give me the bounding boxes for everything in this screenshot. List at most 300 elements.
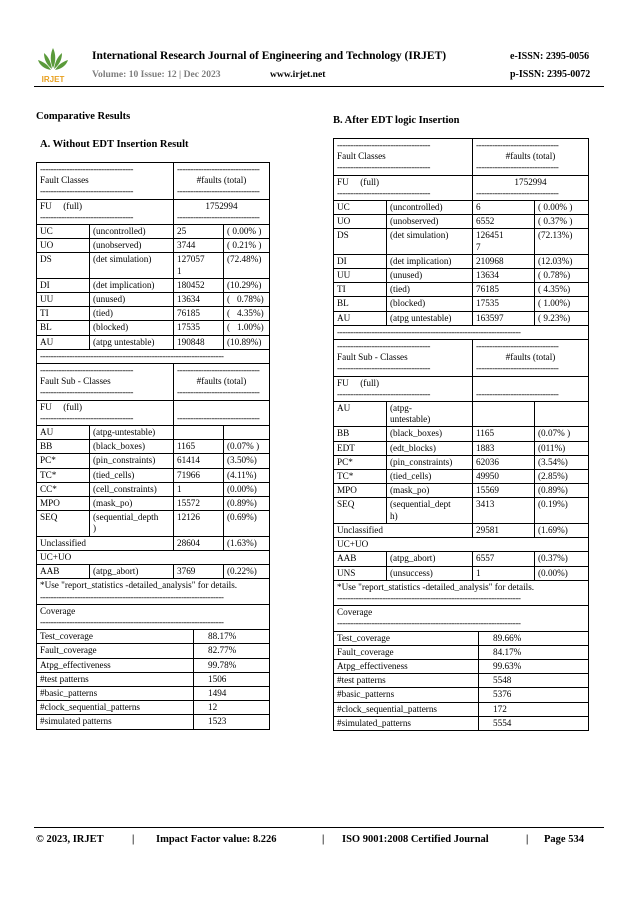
fault-name: (blocked): [386, 297, 472, 310]
fu-label: FU (full): [337, 377, 380, 388]
header-faults-total: #faults (total): [505, 352, 556, 363]
dash-line: -------------------------------: [177, 365, 260, 376]
fault-class-row: [334, 255, 588, 269]
fault-percent: ( 1.00%): [223, 321, 269, 334]
fault-code: BL: [337, 298, 349, 309]
coverage-metric: Atpg_effectiveness: [40, 659, 111, 670]
p-issn: p-ISSN: 2395-0072: [510, 69, 591, 80]
coverage-header-cell: [37, 605, 269, 629]
coverage-row: [37, 659, 269, 673]
fault-count: 29581: [472, 524, 534, 537]
fault-code: BB: [337, 428, 350, 439]
fault-count: 49950: [472, 470, 534, 483]
dash-line: -----------------------------------: [337, 341, 431, 352]
fault-name: (tied_cells): [386, 470, 472, 483]
fault-class-row: [37, 293, 269, 307]
fu-total: 1752994: [514, 176, 547, 187]
footer-separator: |: [322, 834, 325, 845]
coverage-row: [334, 632, 588, 646]
fault-percent: (0.19%): [534, 498, 588, 522]
fault-subclass-row: [37, 483, 269, 497]
fault-subclass-row: [334, 470, 588, 484]
header-rule: [34, 86, 604, 87]
unclassified-row: [334, 524, 588, 538]
fault-code: UU: [337, 270, 351, 281]
fault-count: 62036: [472, 456, 534, 469]
uc-uo-label: UC+UO: [337, 539, 369, 550]
coverage-metric: #basic_patterns: [40, 687, 98, 698]
fault-name: (tied): [386, 283, 472, 296]
fault-name: (pin_constraints): [89, 454, 173, 467]
fu-label: FU (full): [337, 176, 380, 187]
coverage-row: [334, 688, 588, 702]
coverage-value: 1523: [193, 715, 269, 728]
dash-line: -----------------------------------: [40, 211, 134, 222]
fault-code: DI: [337, 255, 347, 266]
fault-subclass-row: [334, 484, 588, 498]
fault-class-row: [334, 283, 588, 297]
fault-count: 127057 1: [173, 253, 223, 277]
header-faults-total: #faults (total): [196, 175, 247, 186]
header-cell: [37, 364, 173, 400]
fault-class-row: [37, 321, 269, 335]
fault-count: 76185: [472, 283, 534, 296]
fault-code: DS: [337, 230, 349, 241]
coverage-value: 89.66%: [478, 632, 588, 645]
fault-code: AAB: [40, 566, 60, 577]
fault-percent: (0.00%): [534, 567, 588, 580]
fault-code: UNS: [337, 567, 356, 578]
coverage-value: 84.17%: [478, 646, 588, 659]
section-title-b: B. After EDT logic Insertion: [333, 115, 460, 126]
fault-code: AU: [40, 427, 54, 438]
fault-percent: (0.07% ): [534, 427, 588, 440]
coverage-metric: Test_coverage: [40, 631, 93, 642]
coverage-row: [37, 715, 269, 728]
fault-percent: ( 0.78%): [534, 269, 588, 282]
fault-count: 12126: [173, 511, 223, 535]
empty-cell: [223, 426, 269, 439]
au-subclass-row: [334, 402, 588, 427]
fault-percent: (0.89%): [534, 484, 588, 497]
note-cell: [334, 581, 588, 605]
dash-line: ---------------------------------------------------------------------: [40, 350, 224, 361]
fault-percent: (10.89%): [223, 336, 269, 349]
coverage-metric: Fault_coverage: [40, 645, 97, 656]
coverage-row: [334, 646, 588, 660]
fault-code: CC*: [40, 483, 57, 494]
header-cell: [173, 364, 269, 400]
fault-count: 13634: [472, 269, 534, 282]
fault-percent: (4.11%): [223, 469, 269, 482]
coverage-header-cell: [334, 606, 588, 630]
fault-code: TC*: [40, 469, 57, 480]
fault-code: TI: [40, 308, 49, 319]
fault-count: 1: [173, 483, 223, 496]
coverage-value: 5554: [478, 717, 588, 730]
header-cell: [334, 340, 472, 376]
note-cell: [37, 579, 269, 603]
fault-name: (blocked): [89, 321, 173, 334]
header-faults-total: #faults (total): [505, 151, 556, 162]
fault-count: 25: [173, 225, 223, 238]
fault-name: (atpg_abort): [386, 552, 472, 565]
fault-count: 163597: [472, 312, 534, 325]
aab-row: [37, 565, 269, 579]
fault-name: (atpg- untestable): [386, 402, 472, 426]
fault-name: (unused): [386, 269, 472, 282]
fault-name: (unused): [89, 293, 173, 306]
fault-code: MPO: [337, 485, 357, 496]
dash-line: -------------------------------: [476, 341, 559, 352]
fu-label: FU (full): [40, 401, 83, 412]
fault-code: UO: [40, 240, 54, 251]
separator-row: [37, 350, 269, 364]
aab-row: [334, 552, 588, 566]
fault-code: AU: [337, 403, 351, 414]
fault-code: SEQ: [40, 512, 58, 523]
fu-total-cell: [472, 176, 588, 200]
fault-code: TC*: [337, 471, 354, 482]
table-header-row: [37, 163, 269, 200]
fault-class-row: [37, 239, 269, 253]
fault-percent: (72.48%): [223, 253, 269, 277]
fault-count: 28604: [173, 537, 223, 550]
fault-count: 15569: [472, 484, 534, 497]
fault-name: (unobserved): [89, 239, 173, 252]
fault-name: (cell_constraints): [89, 483, 173, 496]
fault-code: BB: [40, 441, 53, 452]
fu-label: FU (full): [40, 200, 83, 211]
footer-rule: [34, 827, 604, 828]
fault-count: 1165: [472, 427, 534, 440]
footer-separator: |: [132, 834, 135, 845]
fault-name: (det simulation): [386, 229, 472, 253]
fault-name: (uncontrolled): [89, 225, 173, 238]
fault-name: (det implication): [386, 255, 472, 268]
fault-name: (sequential_dept h): [386, 498, 472, 522]
fault-name: (uncontrolled): [386, 201, 472, 214]
fault-subclass-row: [334, 427, 588, 441]
dash-line: -----------------------------------: [337, 140, 431, 150]
fault-name: (atpg untestable): [89, 336, 173, 349]
au-subclass-row: [37, 426, 269, 440]
coverage-row: [334, 674, 588, 688]
fault-name: (black_boxes): [386, 427, 472, 440]
fu-cell: [334, 176, 472, 200]
fault-name: (edt_blocks): [386, 442, 472, 455]
fault-subclass-row: [334, 442, 588, 456]
fault-code: DI: [40, 279, 50, 290]
fault-code: DS: [40, 254, 52, 265]
fault-count: 1165: [173, 440, 223, 453]
unclassified-label: Unclassified: [337, 524, 383, 535]
dash-line: -------------------------------: [177, 186, 260, 197]
coverage-metric: #test patterns: [40, 673, 89, 684]
dash-line: -----------------------------------: [40, 387, 134, 398]
fault-count: 3744: [173, 239, 223, 252]
dash-line: -----------------------------------: [337, 162, 431, 173]
fault-class-row: [334, 229, 588, 254]
dash-line: -------------------------------: [476, 388, 559, 399]
coverage-label: Coverage: [337, 607, 373, 618]
fu-cell: [37, 401, 173, 425]
coverage-metric: Test_coverage: [337, 632, 390, 643]
fault-percent: (1.69%): [534, 524, 588, 537]
fault-percent: ( 4.35%): [223, 307, 269, 320]
fault-code: EDT: [337, 442, 355, 453]
footer-page-number: Page 534: [544, 834, 584, 845]
dash-line: -------------------------------: [476, 140, 559, 150]
dash-line: ---------------------------------------------------------------------: [40, 616, 224, 627]
fault-count: 126451 7: [472, 229, 534, 253]
unclassified-label: Unclassified: [40, 537, 86, 548]
fault-code: PC*: [337, 456, 353, 467]
fault-name: (det implication): [89, 279, 173, 292]
coverage-header-row: [334, 606, 588, 631]
dash-line: -----------------------------------: [337, 363, 431, 374]
coverage-row: [37, 630, 269, 644]
fault-percent: (0.00%): [223, 483, 269, 496]
fault-count: 61414: [173, 454, 223, 467]
coverage-value: 172: [478, 703, 588, 716]
fault-code: UO: [337, 216, 351, 227]
header-cell: [334, 139, 472, 175]
fault-name: (mask_po): [89, 497, 173, 510]
fu-row: [334, 377, 588, 402]
logo-text: IRJET: [41, 75, 65, 84]
dash-line: ---------------------------------------------------------------------: [40, 591, 224, 602]
coverage-value: 82.77%: [193, 644, 269, 657]
journal-website-link[interactable]: www.irjet.net: [270, 69, 326, 80]
fault-name: (atpg untestable): [386, 312, 472, 325]
fu-row: [334, 176, 588, 201]
fault-percent: ( 9.23%): [534, 312, 588, 325]
fault-class-row: [37, 253, 269, 278]
fault-count: 3769: [173, 565, 223, 578]
dash-line: -----------------------------------: [40, 164, 134, 174]
footer-copyright: © 2023, IRJET: [36, 834, 104, 845]
fault-class-row: [334, 201, 588, 215]
coverage-metric: #clock_sequential_patterns: [40, 702, 141, 713]
table-header-row: [334, 139, 588, 176]
fault-count: 1: [472, 567, 534, 580]
fault-class-row: [37, 279, 269, 293]
coverage-row: [334, 717, 588, 730]
fault-name: (det simulation): [89, 253, 173, 277]
fault-percent: (3.54%): [534, 456, 588, 469]
coverage-header-row: [37, 605, 269, 630]
fault-count: 210968: [472, 255, 534, 268]
note-row: [334, 581, 588, 606]
footer-separator: |: [526, 834, 529, 845]
fault-percent: ( 0.00% ): [534, 201, 588, 214]
empty-cell: [173, 426, 223, 439]
fault-count: 6552: [472, 215, 534, 228]
fault-count: 17535: [472, 297, 534, 310]
fu-row: [37, 401, 269, 426]
fault-class-row: [37, 307, 269, 321]
separator-row: [334, 326, 588, 340]
coverage-metric: #simulated patterns: [40, 716, 112, 727]
uns-row: [334, 567, 588, 581]
fault-subclass-row: [334, 456, 588, 470]
fault-count: 180452: [173, 279, 223, 292]
coverage-row: [37, 673, 269, 687]
coverage-metric: Fault_coverage: [337, 646, 394, 657]
results-table-without-edt: [36, 162, 270, 730]
coverage-value: 5548: [478, 674, 588, 687]
fault-percent: ( 1.00%): [534, 297, 588, 310]
subclass-header-row: [37, 364, 269, 401]
fault-count: 1883: [472, 442, 534, 455]
coverage-metric: #test patterns: [337, 675, 386, 686]
coverage-row: [37, 701, 269, 715]
fault-count: 6557: [472, 552, 534, 565]
fault-percent: (72.13%): [534, 229, 588, 253]
fu-total-cell: [173, 401, 269, 425]
header-fault-sub-classes: Fault Sub - Classes: [40, 376, 111, 387]
unclassified-row: [37, 537, 269, 551]
note-text: *Use "report_statistics -detailed_analysis" for details.: [40, 580, 238, 591]
dash-line: ---------------------------------------------------------------------: [337, 618, 521, 629]
fault-class-row: [334, 297, 588, 311]
dash-line: -------------------------------: [177, 387, 260, 398]
fault-name: (tied_cells): [89, 469, 173, 482]
fault-percent: ( 0.21% ): [223, 239, 269, 252]
fault-code: UU: [40, 294, 54, 305]
fault-name: (pin_constraints): [386, 456, 472, 469]
fault-percent: (0.22%): [223, 565, 269, 578]
header-fault-sub-classes: Fault Sub - Classes: [337, 352, 408, 363]
dash-line: -------------------------------: [476, 162, 559, 173]
coverage-value: 1494: [193, 687, 269, 700]
fault-class-row: [334, 269, 588, 283]
dash-line: -------------------------------: [177, 412, 260, 423]
fault-name: (atpg_abort): [89, 565, 173, 578]
fault-subclass-row: [37, 497, 269, 511]
dash-line: -------------------------------: [177, 164, 260, 174]
coverage-row: [334, 660, 588, 674]
dash-line: -------------------------------: [476, 187, 559, 198]
fault-class-row: [37, 336, 269, 350]
header-fault-classes: Fault Classes: [337, 151, 386, 162]
coverage-value: 1506: [193, 673, 269, 686]
fault-subclass-row: [37, 469, 269, 483]
fault-code: UC: [337, 202, 350, 213]
fault-code: AU: [337, 312, 351, 323]
fault-count: 17535: [173, 321, 223, 334]
fault-code: BL: [40, 322, 52, 333]
fault-percent: ( 0.00% ): [223, 225, 269, 238]
dash-line: ---------------------------------------------------------------------: [337, 592, 521, 603]
fault-count: 71966: [173, 469, 223, 482]
dash-line: -----------------------------------: [337, 388, 431, 399]
fu-row: [37, 200, 269, 225]
coverage-metric: Atpg_effectiveness: [337, 660, 408, 671]
coverage-metric: #basic_patterns: [337, 689, 395, 700]
note-text: *Use "report_statistics -detailed_analysis" for details.: [337, 581, 535, 592]
fault-count: 15572: [173, 497, 223, 510]
empty-cell: [472, 402, 534, 426]
fault-subclass-row: [37, 440, 269, 454]
fault-code: SEQ: [337, 499, 355, 510]
journal-title: International Research Journal of Engineering and Technology (IRJET): [92, 50, 447, 62]
fault-name: (black_boxes): [89, 440, 173, 453]
coverage-row: [37, 687, 269, 701]
header-faults-total: #faults (total): [196, 376, 247, 387]
fault-code: AU: [40, 336, 54, 347]
fault-percent: (0.07% ): [223, 440, 269, 453]
fault-count: 190848: [173, 336, 223, 349]
fault-code: UC: [40, 226, 53, 237]
coverage-row: [334, 703, 588, 717]
fault-percent: ( 0.37% ): [534, 215, 588, 228]
fault-percent: ( 0.78%): [223, 293, 269, 306]
fault-name: (unobserved): [386, 215, 472, 228]
fu-total-cell: [173, 200, 269, 224]
dash-line: -----------------------------------: [40, 186, 134, 197]
fu-cell: [334, 377, 472, 401]
fault-class-row: [37, 225, 269, 239]
fault-percent: (12.03%): [534, 255, 588, 268]
fault-class-row: [334, 312, 588, 326]
coverage-value: 99.63%: [478, 660, 588, 673]
fault-name: (tied): [89, 307, 173, 320]
fault-name: (sequential_depth ): [89, 511, 173, 535]
uc-uo-label: UC+UO: [40, 551, 72, 562]
fault-count: 76185: [173, 307, 223, 320]
fault-subclass-row: [37, 511, 269, 536]
empty-cell: [472, 538, 588, 551]
fault-subclass-row: [334, 498, 588, 523]
empty-cell: [173, 551, 269, 564]
volume-issue: Volume: 10 Issue: 12 | Dec 2023: [92, 69, 221, 80]
fault-count: 6: [472, 201, 534, 214]
fault-percent: (011%): [534, 442, 588, 455]
fu-total: 1752994: [205, 200, 238, 211]
dash-line: -----------------------------------: [40, 365, 134, 376]
fault-percent: (0.69%): [223, 511, 269, 535]
coverage-metric: #simulated_patterns: [337, 717, 411, 728]
fault-name: (atpg-untestable): [89, 426, 173, 439]
fu-cell: [37, 200, 173, 224]
fault-name: (mask_po): [386, 484, 472, 497]
note-row: [37, 579, 269, 604]
fault-percent: (1.63%): [223, 537, 269, 550]
e-issn: e-ISSN: 2395-0056: [510, 51, 590, 62]
section-title-comparative: Comparative Results: [36, 111, 131, 122]
fault-subclass-row: [37, 454, 269, 468]
footer-impact-factor: Impact Factor value: 8.226: [156, 834, 277, 845]
coverage-metric: #clock_sequential_patterns: [337, 703, 438, 714]
footer-iso: ISO 9001:2008 Certified Journal: [342, 834, 489, 845]
fault-count: 13634: [173, 293, 223, 306]
fault-percent: (0.89%): [223, 497, 269, 510]
irjet-logo-icon: [34, 44, 72, 86]
dash-line: -------------------------------: [177, 211, 260, 222]
dash-line: -----------------------------------: [40, 412, 134, 423]
uc-uo-row: [37, 551, 269, 565]
fault-percent: (0.37%): [534, 552, 588, 565]
fault-percent: (10.29%): [223, 279, 269, 292]
empty-cell: [534, 402, 588, 426]
fault-percent: ( 4.35%): [534, 283, 588, 296]
header-cell: [472, 340, 588, 376]
fu-total-cell: [472, 377, 588, 401]
header-cell: [37, 163, 173, 199]
uc-uo-row: [334, 538, 588, 552]
